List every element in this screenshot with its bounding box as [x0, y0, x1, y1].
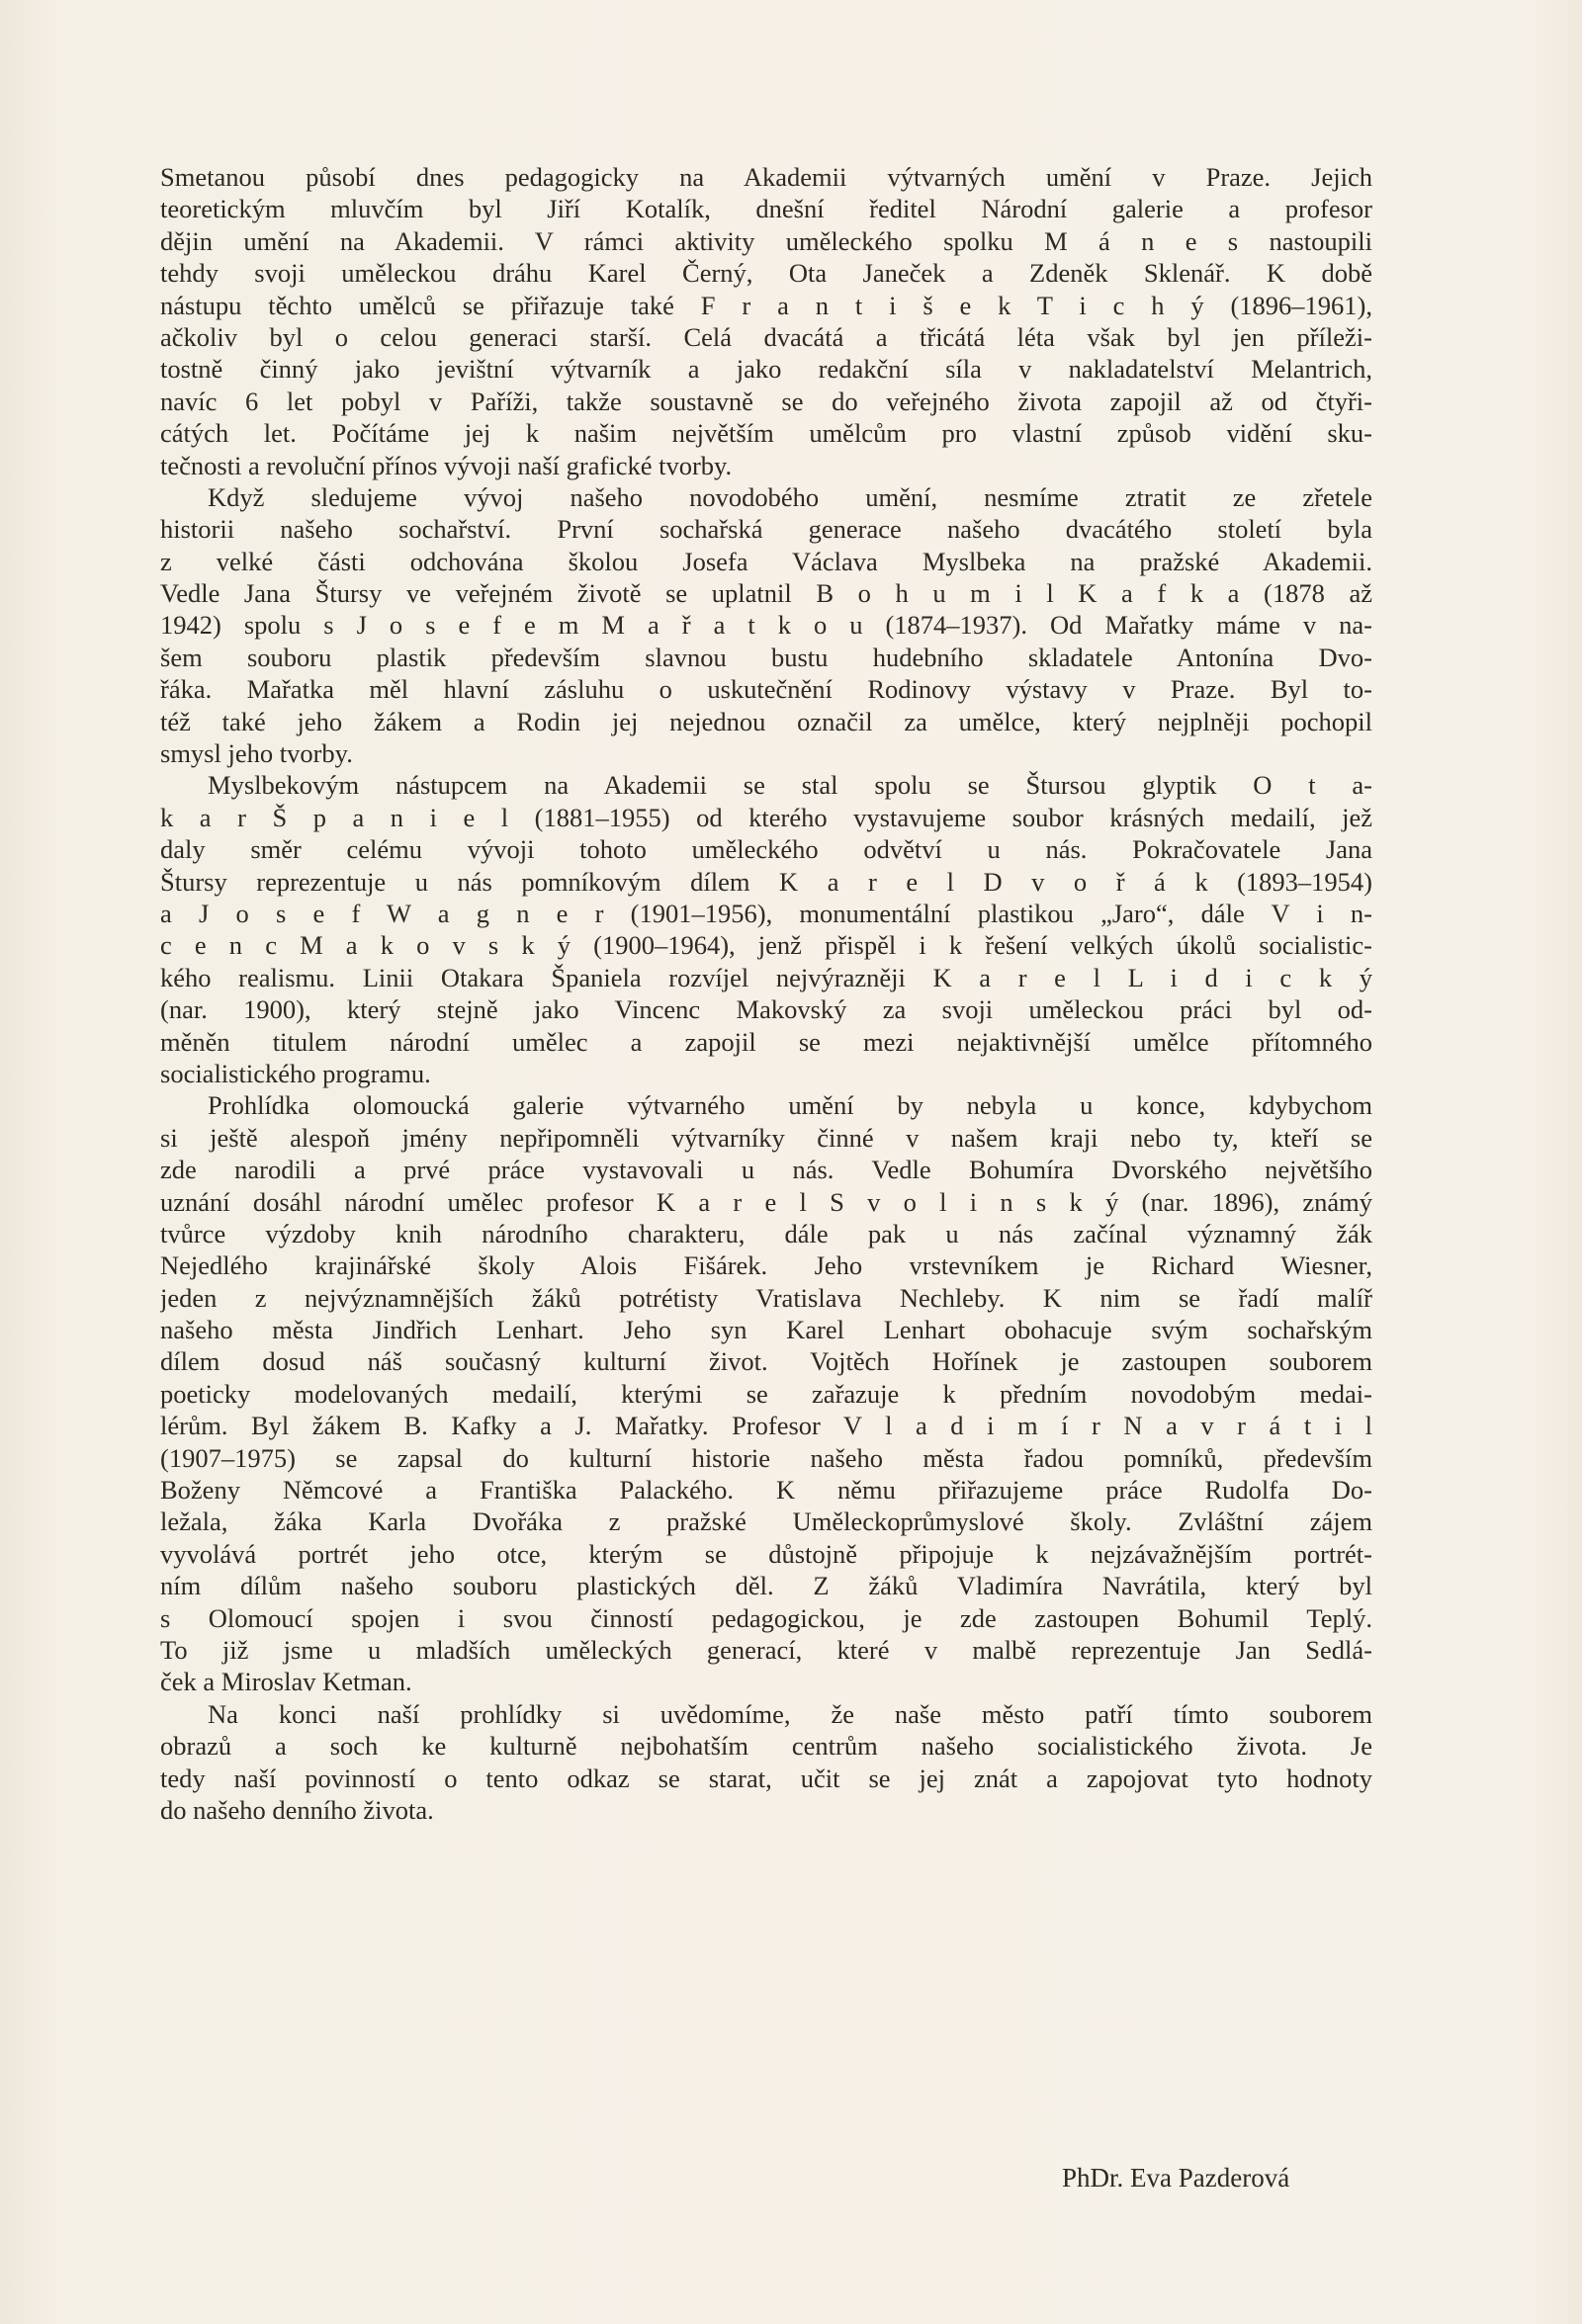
text-line: řáka. Mařatka měl hlavní zásluhu o uskutečnění Rodinovy výstavy v Praze. Byl to-	[160, 674, 1372, 705]
text-line: Boženy Němcové a Františka Palackého. K němu přiřazujeme práce Rudolfa Do-	[160, 1475, 1372, 1506]
text-line: ležala, žáka Karla Dvořáka z pražské Uměleckoprůmyslové školy. Zvláštní zájem	[160, 1506, 1372, 1537]
text-line: z velké části odchována školou Josefa Václava Myslbeka na pražské Akademii.	[160, 546, 1372, 576]
text-line: Nejedlého krajinářské školy Alois Fišárek. Jeho vrstevníkem je Richard Wiesner,	[160, 1250, 1372, 1281]
text-line: tostně činný jako jevištní výtvarník a jako redakční síla v nakladatelství Melantrich,	[160, 354, 1372, 385]
text-line: uznání dosáhl národní umělec profesor K a r e l S v o l i n s k ý (nar. 1896), známý	[160, 1186, 1372, 1217]
text-line: (nar. 1900), který stejně jako Vincenc Makovský za svoji uměleckou práci byl od-	[160, 994, 1372, 1025]
text-line: kého realismu. Linii Otakara Španiela rozvíjel nejvýrazněji K a r e l L i d i c k ý	[160, 962, 1372, 992]
text-line: poeticky modelovaných medailí, kterými se zařazuje k předním novodobým medai-	[160, 1378, 1372, 1409]
text-line: nástupu těchto umělců se přiřazuje také F r a n t i š e k T i c h ý (1896–1961),	[160, 290, 1372, 320]
text-line: měněn titulem národní umělec a zapojil se mezi nejaktivnější umělce přítomného	[160, 1026, 1372, 1057]
text-line: 1942) spolu s J o s e f e m M a ř a t k o u (1874–1937). Od Mařatky máme v na-	[160, 610, 1372, 641]
text-line: dějin umění na Akademii. V rámci aktivity uměleckého spolku M á n e s nastoupili	[160, 225, 1372, 256]
text-line: socialistického programu.	[160, 1058, 431, 1088]
text-line: smysl jeho tvorby.	[160, 738, 353, 769]
text-line: ním dílům našeho souboru plastických děl. Z žáků Vladimíra Navrátila, který byl	[160, 1571, 1372, 1601]
text-line: teoretickým mluvčím byl Jiří Kotalík, dnešní ředitel Národní galerie a profesor	[160, 194, 1372, 224]
text-line: vyvolává portrét jeho otce, kterým se důstojně připojuje k nejzávažnějším portrét-	[160, 1538, 1372, 1569]
text-line: Když sledujeme vývoj našeho novodobého umění, nesmíme ztratit ze zřetele	[208, 481, 1372, 512]
text-line: jeden z nejvýznamnějších žáků potrétisty Vratislava Nechleby. K nim se řadí malíř	[160, 1282, 1372, 1313]
text-line: zde narodili a prvé práce vystavovali u nás. Vedle Bohumíra Dvorského největšího	[160, 1155, 1372, 1185]
text-line: Vedle Jana Štursy ve veřejném životě se uplatnil B o h u m i l K a f k a (1878 až	[160, 578, 1372, 609]
text-line: našeho města Jindřich Lenhart. Jeho syn Karel Lenhart obohacuje svým sochařským	[160, 1315, 1372, 1345]
text-line: Na konci naší prohlídky si uvědomíme, že naše město patří tímto souborem	[208, 1698, 1372, 1729]
text-line: historii našeho sochařství. První sochařská generace našeho dvacátého století byla	[160, 514, 1372, 545]
text-line: k a r Š p a n i e l (1881–1955) od kterého vystavujeme soubor krásných medailí, jež	[160, 802, 1372, 832]
text-line: Smetanou působí dnes pedagogicky na Akademii výtvarných umění v Praze. Jejich	[160, 162, 1372, 192]
author-signature: PhDr. Eva Pazderová	[1062, 2163, 1290, 2193]
text-line: ačkoliv byl o celou generaci starší. Celá dvacátá a třicátá léta však byl jen příleži-	[160, 321, 1372, 352]
text-line: To již jsme u mladších uměleckých generací, které v malbě reprezentuje Jan Sedlá-	[160, 1634, 1372, 1665]
text-line: obrazů a soch ke kulturně nejbohatším centrům našeho socialistického života. Je	[160, 1731, 1372, 1762]
text-line: cátých let. Počítáme jej k našim největším umělcům pro vlastní způsob vidění sku-	[160, 418, 1372, 449]
text-line: tedy naší povinností o tento odkaz se starat, učit se jej znát a zapojovat tyto hodnoty	[160, 1763, 1372, 1793]
text-line: si ještě alespoň jmény nepřipomněli výtvarníky činné v našem kraji nebo ty, kteří se	[160, 1122, 1372, 1153]
text-line: navíc 6 let pobyl v Paříži, takže soustavně se do veřejného života zapojil až od čtyři-	[160, 386, 1372, 416]
text-line: též také jeho žákem a Rodin jej nejednou označil za umělce, který nejplněji pochopil	[160, 706, 1372, 736]
text-line: (1907–1975) se zapsal do kulturní historie našeho města řadou pomníků, především	[160, 1442, 1372, 1473]
text-line: c e n c M a k o v s k ý (1900–1964), jenž přispěl i k řešení velkých úkolů socialistic-	[160, 930, 1372, 961]
text-line: tvůrce výzdoby knih národního charakteru, dále pak u nás začínal významný žák	[160, 1218, 1372, 1248]
text-line: Myslbekovým nástupcem na Akademii se stal spolu se Štursou glyptik O t a-	[208, 770, 1372, 801]
text-line: ček a Miroslav Ketman.	[160, 1667, 412, 1697]
text-line: daly směr celému vývoji tohoto uměleckého odvětví u nás. Pokračovatele Jana	[160, 834, 1372, 865]
text-line: tehdy svoji uměleckou dráhu Karel Černý, Ota Janeček a Zdeněk Sklenář. K době	[160, 258, 1372, 289]
text-line: a J o s e f W a g n e r (1901–1956), monumentální plastikou „Jaro“, dále V i n-	[160, 898, 1372, 928]
text-line: s Olomoucí spojen i svou činností pedagogickou, je zde zastoupen Bohumil Teplý.	[160, 1602, 1372, 1633]
text-line: Prohlídka olomoucká galerie výtvarného umění by nebyla u konce, kdybychom	[208, 1090, 1372, 1121]
text-line: Štursy reprezentuje u nás pomníkovým dílem K a r e l D v o ř á k (1893–1954)	[160, 866, 1372, 897]
text-line: lérům. Byl žákem B. Kafky a J. Mařatky. Profesor V l a d i m í r N a v r á t i l	[160, 1411, 1372, 1441]
article-body	[160, 161, 1372, 1826]
text-line: šem souboru plastik především slavnou bustu hudebního skladatele Antonína Dvo-	[160, 642, 1372, 672]
text-line: dílem dosud náš současný kulturní život. Vojtěch Hořínek je zastoupen souborem	[160, 1346, 1372, 1377]
text-line: do našeho denního života.	[160, 1794, 434, 1825]
text-line: tečnosti a revoluční přínos vývoji naší grafické tvorby.	[160, 450, 733, 480]
